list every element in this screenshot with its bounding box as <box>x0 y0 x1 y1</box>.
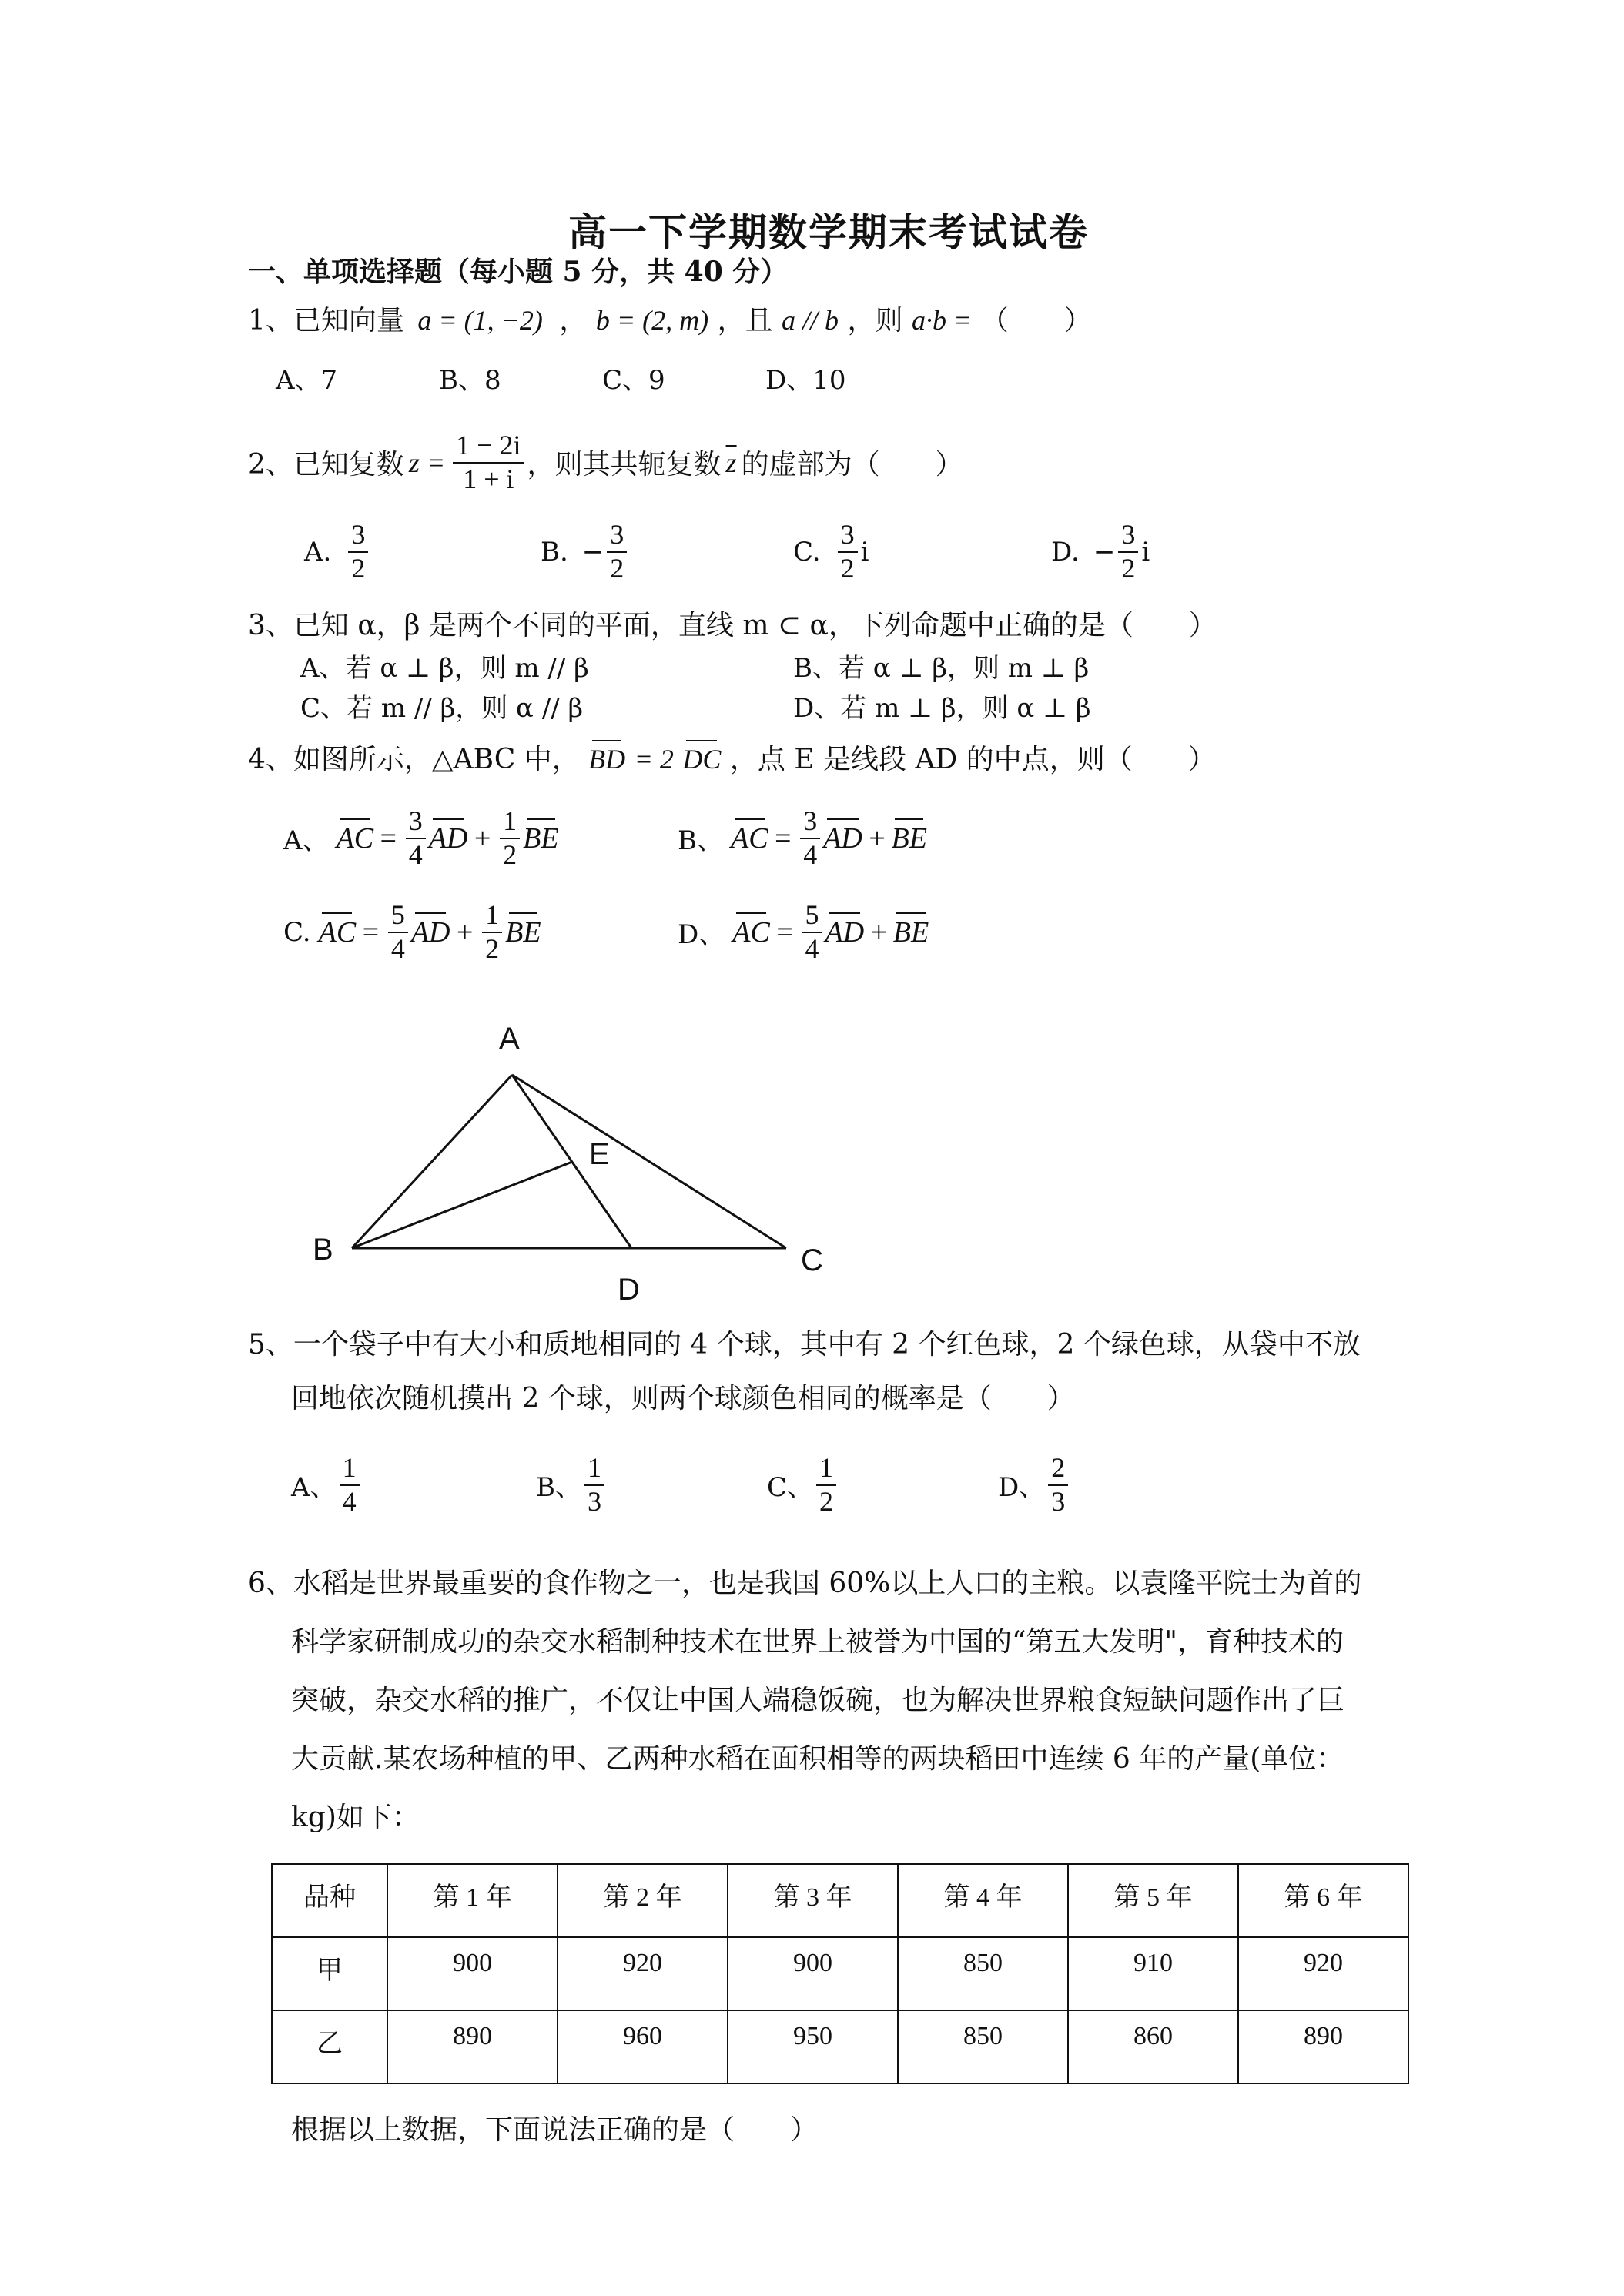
q2-denominator: 1 + i <box>463 463 514 494</box>
q2-option-b-sign: − <box>581 536 604 567</box>
q5-option-d-den: 3 <box>1051 1485 1066 1517</box>
q1-lead: 1、已知向量 <box>248 305 404 336</box>
q4-option-d-t2: BE <box>892 915 929 949</box>
q5-option-d <box>998 1454 1071 1517</box>
question-1: 1、已知向量 a = (1, −2) ， b = (2, m) ，且 a // b ，则 a·b = （ ） <box>248 305 1092 336</box>
q5-option-c-den: 2 <box>819 1485 834 1517</box>
q4-option-b-t2: BE <box>891 822 927 855</box>
section-heading: 一、单项选择题（每小题 5 分，共 40 分） <box>248 256 789 288</box>
q2-option-d-sign: − <box>1093 536 1116 567</box>
q2-option-c-num: 3 <box>838 520 858 553</box>
table-cell: 910 <box>1068 1937 1238 2010</box>
q5-option-a-frac <box>340 1454 360 1517</box>
q4-tail: ，点 E 是线段 AD 的中点，则（ ） <box>729 744 1216 775</box>
q3-option-a: A、若 α ⊥ β，则 m // β <box>300 653 589 684</box>
q2-option-d-label: D. <box>1051 536 1080 567</box>
q2-z: z = <box>408 447 446 478</box>
q1-cond-pre: ，且 <box>717 305 773 336</box>
q4-equals: = 2 <box>634 744 674 775</box>
table-cell: 920 <box>1238 1937 1408 2010</box>
table-cell: 850 <box>898 1937 1068 2010</box>
q2-option-b-den: 2 <box>610 552 624 584</box>
question-2 <box>248 431 963 494</box>
q4-option-c-label: C. <box>283 916 311 948</box>
q1-parallel-condition: a // b <box>782 305 839 336</box>
q4-option-c-c1-den: 4 <box>390 932 405 964</box>
table-row <box>272 2010 1408 2083</box>
label-e: E <box>589 1137 610 1171</box>
q4-option-b-c1-num: 3 <box>800 807 820 839</box>
q2-lead: 2、已知复数 <box>248 449 404 481</box>
table-header-cell: 第 4 年 <box>898 1864 1068 1937</box>
q4-option-d-t1: AD <box>825 915 865 949</box>
q5-option-d-label: D、 <box>998 1472 1046 1504</box>
question-6-line-2: 科学家研制成功的杂交水稻制种技术在世界上被誉为中国的“第五大发明"，育种技术的 <box>291 1626 1344 1658</box>
q4-option-a: A、 AC = $\frac{3}{4}$ AD + $\frac{1}{2}$ BE <box>283 805 559 870</box>
q4-option-b-c1 <box>800 807 820 870</box>
q3-option-c: C、若 m // β，则 α // β <box>300 693 584 724</box>
table-header-cell: 第 2 年 <box>558 1864 728 1937</box>
q2-option-b <box>541 520 630 584</box>
q4-option-a-c1-den: 4 <box>408 838 423 870</box>
q1-option-b: B、8 <box>439 365 501 396</box>
q4-option-a-c2-num: 1 <box>500 807 520 839</box>
q4-option-b-label: B、 <box>678 825 723 857</box>
q5-option-b-label: B、 <box>536 1472 581 1504</box>
q5-option-c <box>767 1454 839 1517</box>
table-cell: 860 <box>1068 2010 1238 2083</box>
q5-option-a-label: A、 <box>291 1472 337 1504</box>
q1-answer-paren: （ ） <box>980 305 1092 336</box>
q4-option-d-c1 <box>802 901 822 964</box>
q2-option-a-frac <box>348 520 368 584</box>
q1-option-a: A、7 <box>276 365 338 396</box>
q5-option-c-frac <box>816 1454 836 1517</box>
question-6-line-4: 大贡献.某农场种植的甲、乙两种水稻在面积相等的两块稻田中连续 6 年的产量(单位： <box>291 1743 1344 1775</box>
q4-option-a-c1 <box>406 807 426 870</box>
q4-option-c-t1: AD <box>410 915 450 949</box>
q4-option-c-c2 <box>482 901 502 964</box>
q4-vector-dc: DC <box>682 744 722 775</box>
q2-option-d-den: 2 <box>1121 552 1136 584</box>
table-cell: 960 <box>558 2010 728 2083</box>
edge-ac <box>512 1075 786 1248</box>
q2-option-c <box>793 520 869 584</box>
question-3: 3、已知 α，β 是两个不同的平面，直线 m ⊂ α，下列命题中正确的是（ ） <box>248 610 1217 641</box>
label-a: A <box>499 1022 520 1056</box>
q2-option-b-num: 3 <box>607 520 627 553</box>
question-5-line-2: 回地依次随机摸出 2 个球，则两个球颜色相同的概率是（ ） <box>291 1383 1075 1414</box>
table-header-row <box>272 1864 1408 1937</box>
q4-option-d-lhs: AC <box>732 915 770 949</box>
q2-option-a <box>304 520 371 584</box>
q4-option-a-lhs: AC <box>336 822 374 855</box>
q2-numerator: 1 − 2i <box>453 431 524 464</box>
q4-option-d: D、 AC = $\frac{5}{4}$ AD + BE <box>678 899 929 964</box>
q4-option-c-c1-num: 5 <box>388 901 408 933</box>
q2-option-d-frac <box>1118 520 1138 584</box>
q2-conjugate: $\overline{z}$ <box>725 447 737 478</box>
label-b: B <box>313 1233 333 1267</box>
q5-option-a-num: 1 <box>340 1454 360 1486</box>
page-title: 高一下学期数学期末考试试卷 <box>568 209 1089 255</box>
q4-option-b-t1: AD <box>823 822 862 855</box>
q4-option-c-lhs: AC <box>318 915 357 949</box>
question-6-prompt: 根据以上数据，下面说法正确的是（ ） <box>291 2114 819 2146</box>
q1-option-c: C、9 <box>602 365 665 396</box>
table-cell: 900 <box>387 1937 558 2010</box>
segment-be <box>352 1162 572 1248</box>
q5-option-a-den: 4 <box>342 1485 357 1517</box>
table-cell: 乙 <box>272 2010 387 2083</box>
table-header-cell: 第 1 年 <box>387 1864 558 1937</box>
q2-option-c-suffix: i <box>860 536 869 567</box>
edge-ab <box>352 1075 512 1248</box>
question-6-line-5: kg)如下： <box>291 1802 420 1833</box>
q2-option-c-frac <box>838 520 858 584</box>
q5-option-b-den: 3 <box>588 1485 601 1517</box>
q5-option-b <box>536 1454 608 1517</box>
q5-option-d-frac <box>1048 1454 1068 1517</box>
q5-option-a <box>291 1454 363 1517</box>
q2-option-c-label: C. <box>793 536 821 567</box>
q4-lead: 4、如图所示，△ABC 中， <box>248 744 580 775</box>
table-header-cell: 第 5 年 <box>1068 1864 1238 1937</box>
label-c: C <box>801 1243 823 1277</box>
q4-option-b-c1-den: 4 <box>803 838 818 870</box>
q4-option-c-c2-num: 1 <box>482 901 502 933</box>
q4-option-c-t2: BE <box>505 915 541 949</box>
q5-option-d-num: 2 <box>1048 1454 1068 1486</box>
table-cell: 890 <box>1238 2010 1408 2083</box>
table-header-cell: 品种 <box>272 1864 387 1937</box>
q4-option-d-c1-num: 5 <box>802 901 822 933</box>
q4-option-a-t1: AD <box>428 822 468 855</box>
table-header-cell: 第 3 年 <box>728 1864 898 1937</box>
q1-option-d: D、10 <box>765 365 846 396</box>
q5-option-b-num: 1 <box>584 1454 604 1486</box>
q4-option-a-c1-num: 3 <box>406 807 426 839</box>
table-row <box>272 1937 1408 2010</box>
yield-table <box>271 1863 1409 2084</box>
q5-option-c-label: C、 <box>767 1472 814 1504</box>
q4-option-d-c1-den: 4 <box>805 932 819 964</box>
q4-option-a-label: A、 <box>283 825 329 857</box>
triangle-figure <box>293 1001 878 1309</box>
q2-option-a-den: 2 <box>351 552 366 584</box>
table-header-cell: 第 6 年 <box>1238 1864 1408 1937</box>
q2-option-c-den: 2 <box>840 552 855 584</box>
q1-vector-b: b = (2, m) <box>595 305 709 336</box>
question-6-line-1: 6、水稻是世界最重要的食作物之一，也是我国 60%以上人口的主粮。以袁隆平院士为首的 <box>248 1568 1362 1599</box>
q2-mid: ，则其共轭复数 <box>527 449 722 481</box>
q2-option-b-frac <box>607 520 627 584</box>
question-6-line-3: 突破，杂交水稻的推广，不仅让中国人端稳饭碗，也为解决世界粮食短缺问题作出了巨 <box>291 1685 1345 1716</box>
q2-option-d-suffix: i <box>1141 536 1150 567</box>
label-d: D <box>618 1273 640 1307</box>
q2-option-d <box>1051 520 1150 584</box>
table-cell: 850 <box>898 2010 1068 2083</box>
q1-dot-product: a·b = <box>911 305 973 336</box>
q2-tail: 的虚部为（ ） <box>741 449 963 481</box>
q2-fraction <box>453 431 524 494</box>
table-cell: 890 <box>387 2010 558 2083</box>
table-cell: 920 <box>558 1937 728 2010</box>
q4-option-c-c1 <box>388 901 408 964</box>
q4-option-a-t2: BE <box>523 822 559 855</box>
q2-option-b-label: B. <box>541 536 568 567</box>
q2-option-a-label: A. <box>304 536 332 567</box>
q4-option-c: C. AC = $\frac{5}{4}$ AD + $\frac{1}{2}$ BE <box>283 899 541 964</box>
q1-vector-a: a = (1, −2) <box>417 305 543 336</box>
q3-option-d: D、若 m ⊥ β，则 α ⊥ β <box>793 693 1091 724</box>
question-5-line-1: 5、一个袋子中有大小和质地相同的 4 个球，其中有 2 个红色球，2 个绿色球，从袋中不放 <box>248 1329 1361 1361</box>
q2-option-a-num: 3 <box>348 520 368 553</box>
table-cell: 900 <box>728 1937 898 2010</box>
q3-option-b: B、若 α ⊥ β，则 m ⊥ β <box>793 653 1090 684</box>
q4-option-c-c2-den: 2 <box>485 932 500 964</box>
table-cell: 甲 <box>272 1937 387 2010</box>
q4-option-a-c2 <box>500 807 520 870</box>
q4-option-b: B、 AC = $\frac{3}{4}$ AD + BE <box>678 805 927 870</box>
table-cell: 950 <box>728 2010 898 2083</box>
q4-option-d-label: D、 <box>678 919 725 951</box>
q4-vector-bd: BD <box>588 744 626 775</box>
q4-option-b-lhs: AC <box>731 822 768 855</box>
q5-option-b-frac <box>584 1454 604 1517</box>
question-4 <box>248 738 1216 777</box>
q4-option-a-c2-den: 2 <box>503 838 517 870</box>
q5-option-c-num: 1 <box>816 1454 836 1486</box>
q2-option-d-num: 3 <box>1118 520 1138 553</box>
q1-then: ，则 <box>847 305 903 336</box>
